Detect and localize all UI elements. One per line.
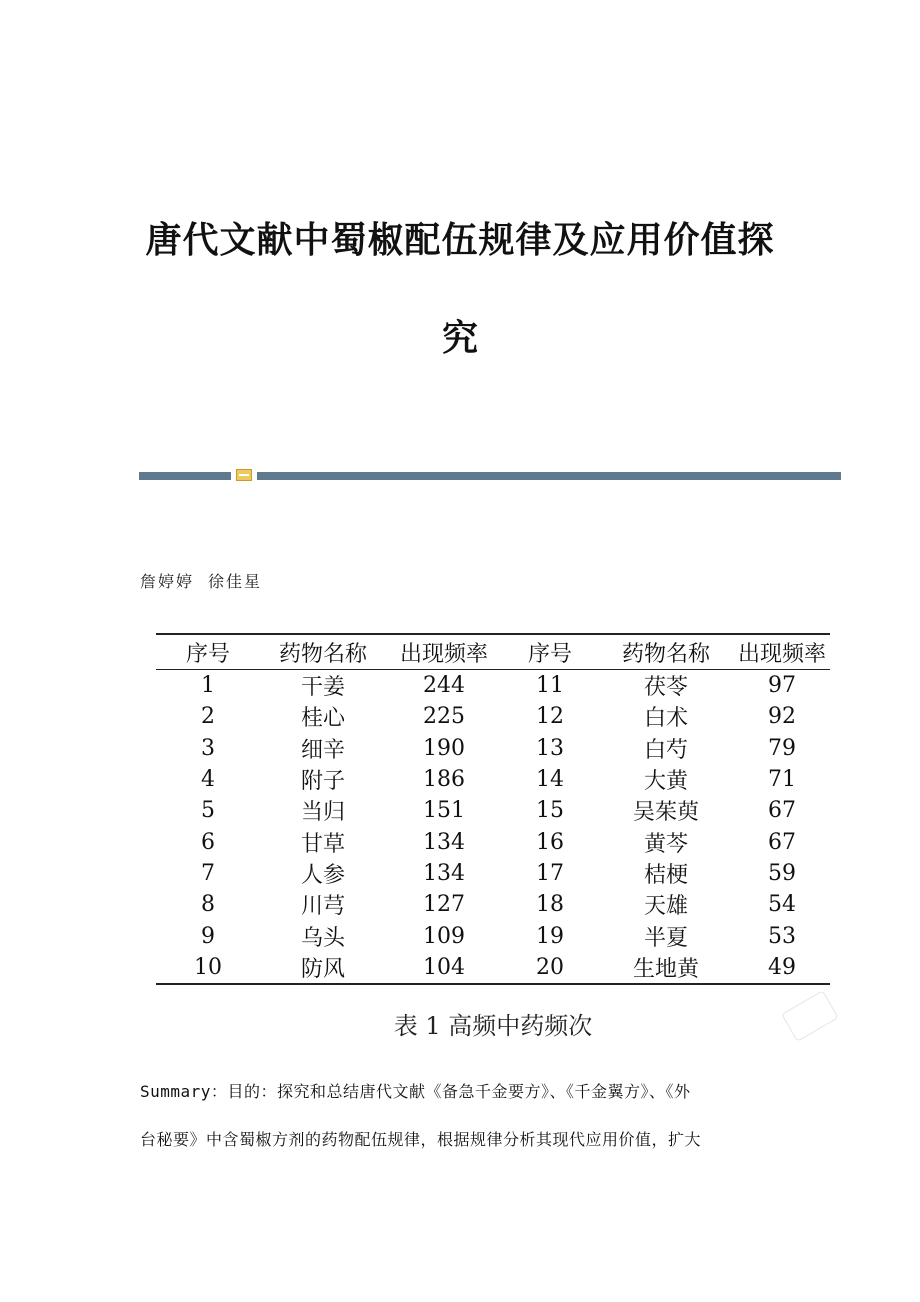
table-cell: 11 — [536, 673, 564, 699]
column-header: 出现频率 — [737, 641, 826, 667]
table-cell: 防风 — [300, 956, 345, 982]
table-cell: 19 — [536, 923, 564, 949]
table-cell: 225 — [423, 704, 465, 730]
frequency-table-wrapper — [156, 633, 830, 985]
summary-paragraph — [140, 1068, 790, 1164]
summary-line-1 — [140, 1068, 790, 1116]
column-header: 出现频率 — [399, 641, 488, 667]
table-cell: 3 — [201, 735, 215, 761]
table-cell: 92 — [768, 704, 796, 730]
table-cell: 9 — [201, 923, 215, 949]
table-row — [156, 701, 830, 732]
table-cell: 79 — [768, 735, 796, 761]
table-cell: 190 — [423, 735, 465, 761]
table-row — [156, 952, 830, 984]
author-name: 詹婷婷 — [140, 572, 195, 591]
table-cell: 244 — [423, 673, 465, 699]
table-caption: 表 1 高频中药频次 — [393, 1012, 593, 1040]
table-cell: 半夏 — [643, 925, 688, 951]
table-cell: 7 — [201, 860, 215, 886]
table-cell: 16 — [536, 829, 564, 855]
table-cell: 4 — [201, 767, 215, 793]
table-cell: 13 — [536, 735, 564, 761]
table-cell: 白术 — [643, 706, 688, 732]
table-header-row — [156, 634, 830, 670]
table-cell: 附子 — [300, 769, 345, 795]
table-cell: 14 — [536, 767, 564, 793]
summary-label: Summary： — [140, 1082, 228, 1101]
table-cell: 104 — [423, 954, 465, 980]
table-cell: 59 — [768, 860, 796, 886]
table-cell: 桔梗 — [643, 862, 688, 888]
table-row — [156, 858, 830, 889]
table-cell: 10 — [194, 954, 222, 980]
table-row — [156, 733, 830, 764]
table-cell: 大黄 — [643, 769, 688, 795]
column-header: 药物名称 — [621, 641, 710, 667]
table-cell: 71 — [768, 767, 796, 793]
divider-bar-right — [257, 472, 841, 480]
table-cell: 茯苓 — [643, 675, 688, 701]
table-cell: 甘草 — [300, 831, 345, 857]
table-cell: 134 — [423, 860, 465, 886]
table-cell: 15 — [536, 798, 564, 824]
table-cell: 12 — [536, 704, 564, 730]
table-cell: 134 — [423, 829, 465, 855]
table-cell: 吴茱萸 — [632, 800, 699, 826]
table-cell: 53 — [768, 923, 796, 949]
table-body — [156, 670, 830, 984]
column-header: 药物名称 — [278, 641, 367, 667]
table-cell: 67 — [768, 829, 796, 855]
table-cell: 97 — [768, 673, 796, 699]
column-header: 序号 — [185, 641, 230, 667]
summary-text-1: 目的：探究和总结唐代文献《备急千金要方》、《千金翼方》、《外 — [227, 1082, 691, 1101]
table-cell: 109 — [423, 923, 465, 949]
table-row — [156, 795, 830, 826]
table-cell: 乌头 — [300, 925, 345, 951]
table-cell: 2 — [201, 704, 215, 730]
table-cell: 151 — [423, 798, 465, 824]
table-row — [156, 826, 830, 857]
table-cell: 20 — [536, 954, 564, 980]
table-cell: 54 — [768, 892, 796, 918]
table-cell: 细辛 — [300, 737, 345, 763]
author-name: 徐佳星 — [208, 572, 263, 591]
author-list — [140, 569, 262, 592]
table-cell: 1 — [201, 673, 215, 699]
table-cell: 67 — [768, 798, 796, 824]
table-cell: 黄芩 — [643, 831, 688, 857]
table-cell: 17 — [536, 860, 564, 886]
table-cell: 天雄 — [643, 894, 688, 920]
table-cell: 6 — [201, 829, 215, 855]
table-cell: 桂心 — [300, 706, 345, 732]
table-row — [156, 920, 830, 951]
herb-frequency-table — [156, 633, 830, 985]
title-line-1: 唐代文献中蜀椒配伍规律及应用价值探 — [145, 220, 775, 261]
table-row — [156, 889, 830, 920]
table-cell: 127 — [423, 892, 465, 918]
table-cell: 5 — [201, 798, 215, 824]
summary-line-2: 台秘要》中含蜀椒方剂的药物配伍规律，根据规律分析其现代应用价值，扩大 — [140, 1130, 702, 1149]
table-cell: 当归 — [300, 800, 345, 826]
column-header: 序号 — [527, 641, 572, 667]
table-cell: 49 — [768, 954, 796, 980]
table-row — [156, 764, 830, 795]
envelope-icon — [236, 469, 252, 481]
table-cell: 18 — [536, 892, 564, 918]
divider-bar-left — [139, 472, 231, 480]
title-line-2: 究 — [441, 318, 478, 359]
table-cell: 川芎 — [300, 894, 345, 920]
table-cell: 干姜 — [300, 675, 345, 701]
table-row — [156, 670, 830, 702]
table-cell: 186 — [423, 767, 465, 793]
table-cell: 8 — [201, 892, 215, 918]
table-cell: 生地黄 — [632, 956, 699, 982]
table-cell: 白芍 — [643, 737, 688, 763]
table-cell: 人参 — [300, 862, 345, 888]
